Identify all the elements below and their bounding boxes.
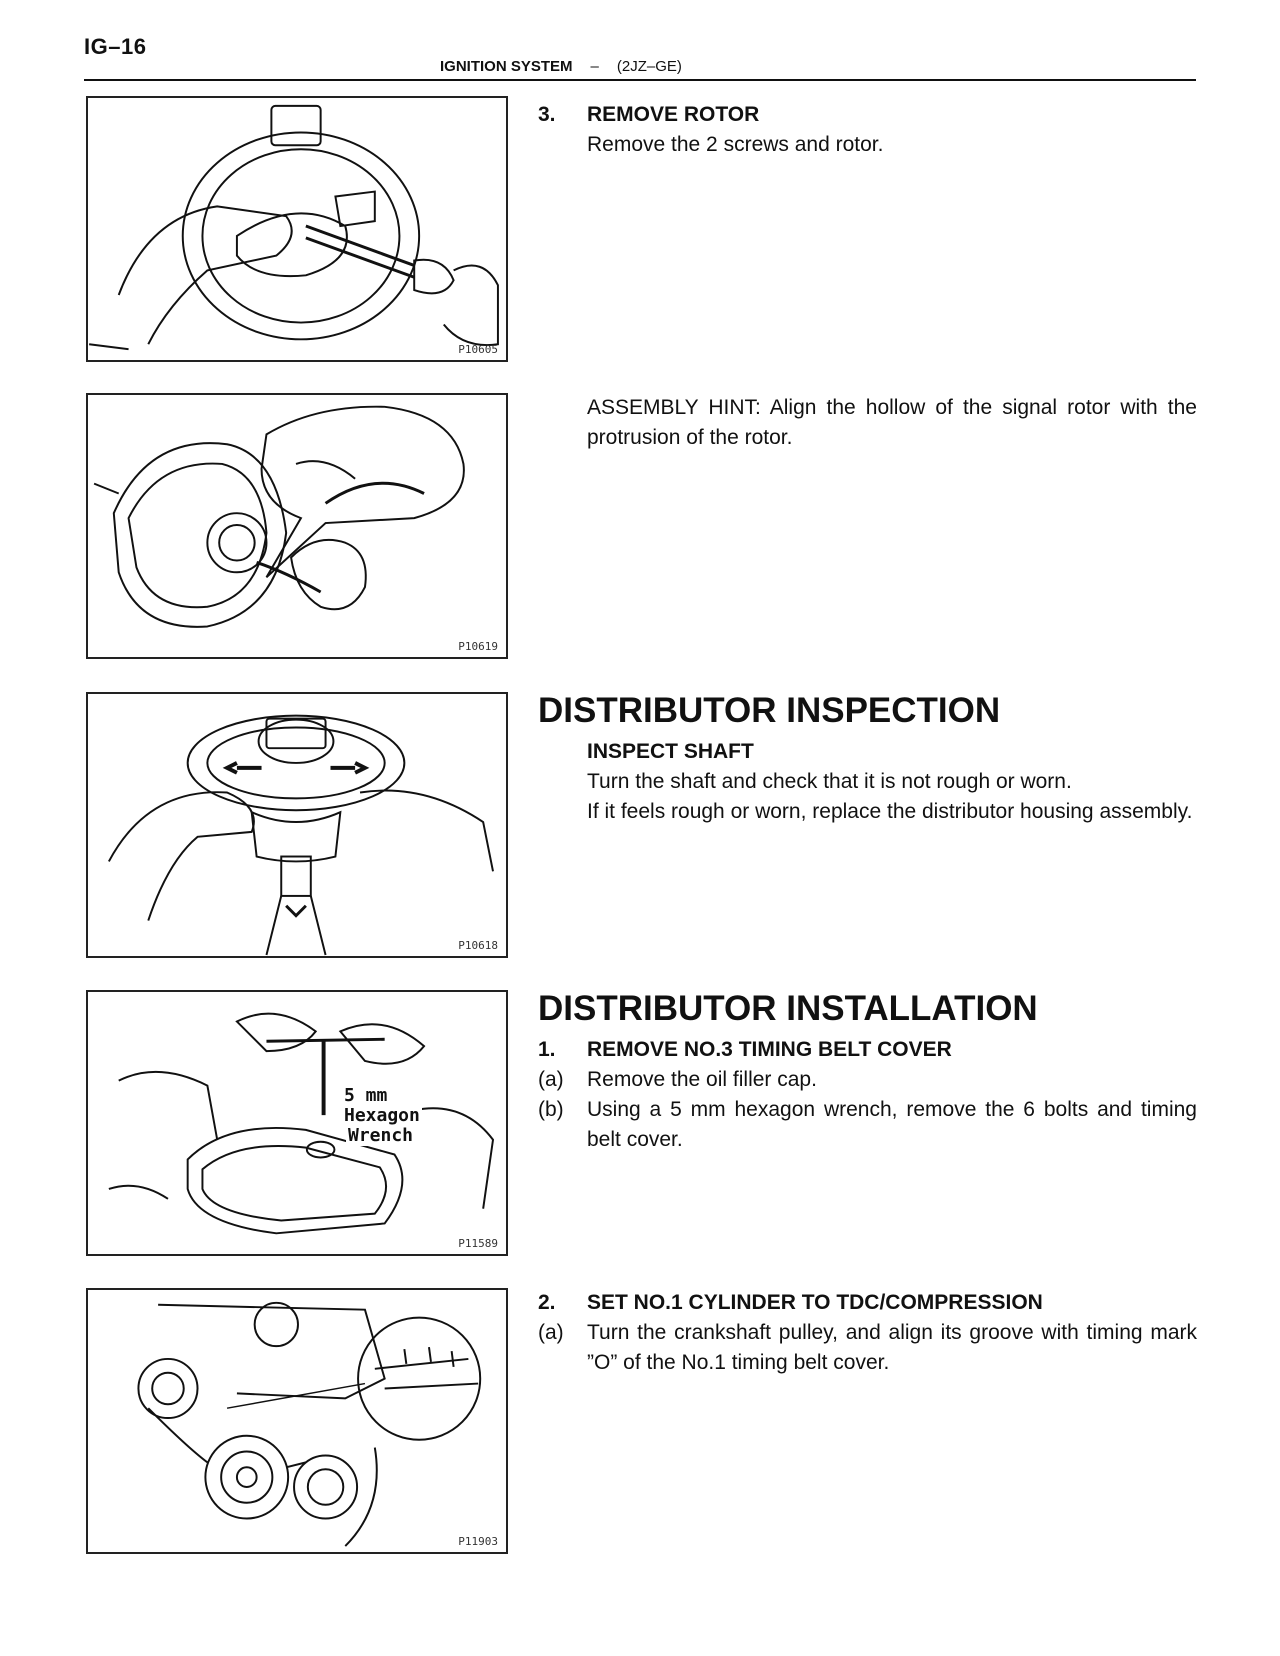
section-title-installation: DISTRIBUTOR INSTALLATION: [538, 989, 1038, 1028]
figure-code: P11903: [458, 1535, 498, 1548]
header-section: IGNITION SYSTEM: [440, 58, 573, 75]
step-title-set-tdc: SET NO.1 CYLINDER TO TDC/COMPRESSION: [587, 1291, 1043, 1314]
step-number: 3.: [538, 103, 556, 126]
figure-code: P10605: [458, 343, 498, 356]
figure-assembly-hint: [86, 393, 508, 659]
assembly-hint-text: ASSEMBLY HINT: Align the hollow of the signal rotor with the protrusion of the rotor.: [587, 396, 1197, 449]
header-engine: (2JZ–GE): [616, 58, 682, 75]
substep-text: Using a 5 mm hexagon wrench, remove the 6 bolts and timing belt cover.: [587, 1098, 1197, 1151]
figure-label-wrench: Wrench: [348, 1125, 414, 1146]
figure-label-5mm: 5 mm: [344, 1085, 388, 1106]
substep-label: (a): [538, 1068, 564, 1091]
remove-rotor-text: Remove the 2 screws and rotor.: [587, 133, 884, 156]
step-title-inspect-shaft: INSPECT SHAFT: [587, 740, 754, 763]
crankshaft-pulley-illustration: [88, 1290, 506, 1552]
step-title-remove-cover: REMOVE NO.3 TIMING BELT COVER: [587, 1038, 952, 1061]
substep-label: (b): [538, 1098, 564, 1121]
step-number: 2.: [538, 1291, 556, 1314]
page-number: IG–16: [84, 34, 147, 59]
figure-remove-rotor: [86, 96, 508, 362]
figure-crankshaft-pulley: [86, 1288, 508, 1554]
signal-rotor-alignment-illustration: [88, 395, 506, 657]
figure-code: P10619: [458, 640, 498, 653]
shaft-inspection-illustration: [88, 694, 506, 956]
figure-inspect-shaft: [86, 692, 508, 958]
header-separator: –: [590, 58, 599, 75]
step-title-remove-rotor: REMOVE ROTOR: [587, 103, 760, 126]
header-rule: [84, 79, 1196, 81]
step-number: 1.: [538, 1038, 556, 1061]
section-title-inspection: DISTRIBUTOR INSPECTION: [538, 691, 1001, 730]
figure-label-hexagon: Hexagon: [344, 1105, 420, 1126]
inspection-line-2: If it feels rough or worn, replace the distributor housing assembly.: [587, 800, 1193, 823]
screwdriver-rotor-illustration: [88, 98, 506, 360]
substep-label: (a): [538, 1321, 564, 1344]
inspection-line-1: Turn the shaft and check that it is not rough or worn.: [587, 770, 1072, 793]
figure-hexagon-wrench: [86, 990, 508, 1256]
hexagon-wrench-illustration: [88, 992, 506, 1254]
figure-code: P11589: [458, 1237, 498, 1250]
figure-code: P10618: [458, 939, 498, 952]
substep-text: Turn the crankshaft pulley, and align its groove with timing mark ”O” of the No.1 timing belt cover.: [587, 1321, 1197, 1374]
substep-text: Remove the oil filler cap.: [587, 1068, 817, 1091]
running-header: [440, 58, 682, 75]
